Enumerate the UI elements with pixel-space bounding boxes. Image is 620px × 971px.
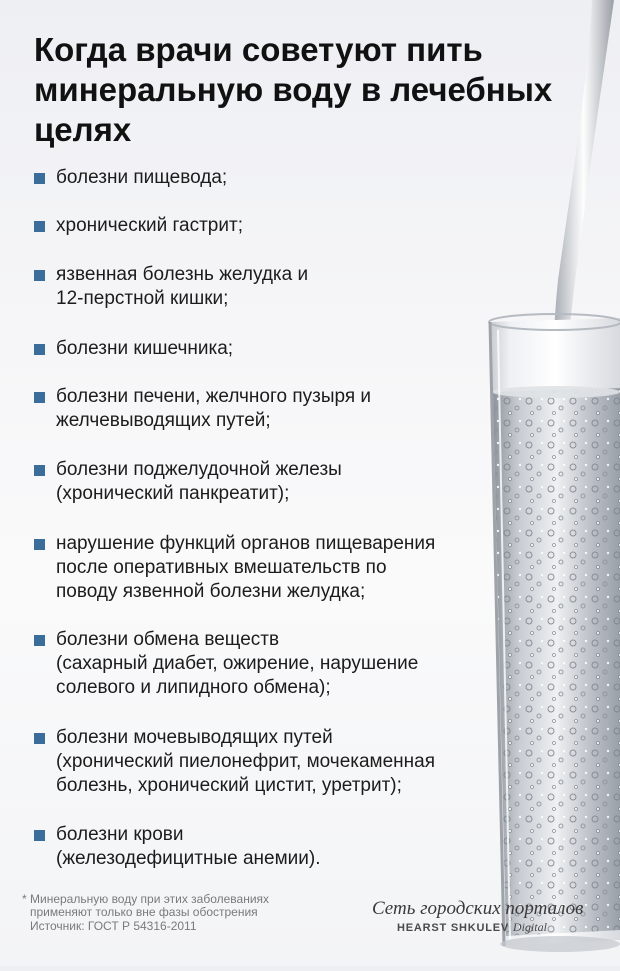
list-item-text: болезни печени, желчного пузыря и желчевыводящих путей; [56, 386, 372, 431]
square-bullet-icon [34, 173, 45, 184]
square-bullet-icon [34, 392, 45, 403]
brand-sub-text: HEARST SHKULEV [397, 922, 510, 934]
list-item-text: болезни кишечника; [56, 338, 234, 359]
brand-logo [372, 898, 602, 935]
footnote-source: Источник: ГОСТ Р 54316-2011 [30, 919, 197, 933]
square-bullet-icon [34, 539, 45, 550]
square-bullet-icon [34, 270, 45, 281]
list-item [34, 628, 494, 700]
list-item [34, 458, 494, 506]
brand-digital-text: Digital [512, 920, 547, 934]
square-bullet-icon [34, 830, 45, 841]
list-item-text: хронический гастрит; [56, 215, 243, 236]
footnote-note: Минеральную воду при этих заболеваниях применяют только вне фазы обострения [30, 892, 270, 919]
square-bullet-icon [34, 733, 45, 744]
list-item-text: язвенная болезнь желудка и 12-перстной кишки; [56, 264, 309, 309]
brand-subtitle [397, 920, 602, 935]
list-item [34, 214, 494, 238]
square-bullet-icon [34, 635, 45, 646]
footnote [22, 893, 352, 933]
square-bullet-icon [34, 344, 45, 355]
square-bullet-icon [34, 221, 45, 232]
list-item [34, 823, 494, 871]
list-item [34, 263, 494, 311]
list-item-text: нарушение функций органов пищеварения после оперативных вмешательств по поводу язвенной болезни желудка; [56, 533, 436, 602]
list-item-text: болезни пищевода; [56, 167, 228, 188]
list-item [34, 385, 494, 433]
brand-name: Сеть городских порталов [372, 898, 584, 919]
footnote-asterisk: * [22, 892, 27, 906]
list-item-text: болезни мочевыводящих путей (хронический пиелонефрит, мочекаменная болезнь, хронический цистит, уретрит); [56, 727, 436, 796]
list-item-text: болезни поджелудочной железы (хронический панкреатит); [56, 459, 342, 504]
list-item-text: болезни крови (железодефицитные анемии). [56, 824, 321, 869]
square-bullet-icon [34, 465, 45, 476]
list-item-text: болезни обмена веществ (сахарный диабет, ожирение, нарушение солевого и липидного обмена); [56, 629, 419, 698]
list-item [34, 726, 494, 798]
list-item [34, 337, 494, 361]
list-item [34, 166, 494, 190]
list-item [34, 532, 494, 604]
page-title: Когда врачи советуют пить минеральную воду в лечебных целях [34, 31, 553, 148]
water-glass-image [480, 0, 620, 966]
